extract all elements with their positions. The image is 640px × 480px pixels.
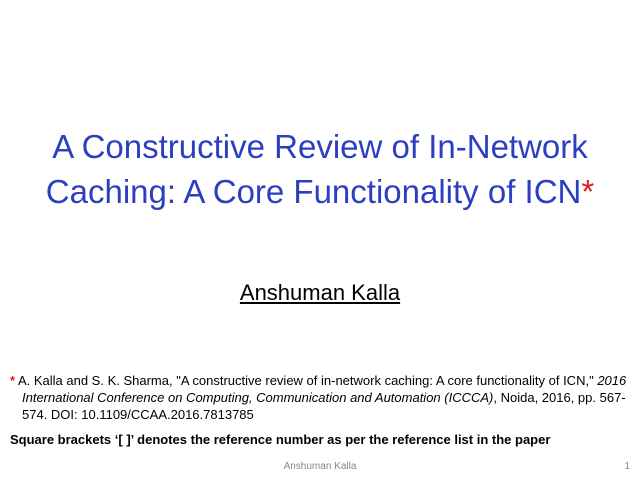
title-asterisk: * [581, 173, 595, 210]
author-name: Anshuman Kalla [239, 280, 401, 305]
citation-asterisk: * [10, 373, 16, 388]
citation-details: , Noida, 2016, pp. 567-574. DOI: 10.1109/CCAA.2016.7813785 [22, 390, 626, 422]
title-line-2-text: Caching: A Core Functionality of ICN [45, 173, 582, 210]
title-line-2 [20, 169, 620, 214]
page-number: 1 [624, 461, 630, 472]
slide-title [20, 124, 620, 214]
citation-authors-title: A. Kalla and S. K. Sharma, "A constructive review of in-network caching: A core functionality of ICN," [17, 373, 594, 388]
footer-author: Anshuman Kalla [283, 461, 357, 472]
reference-note: Square brackets ‘[ ]’ denotes the reference number as per the reference list in the paper [10, 432, 551, 447]
citation-footnote [10, 372, 637, 423]
citation-venue: 2016 International Conference on Computing, Communication and Automation (ICCCA) [22, 373, 627, 405]
title-line-1: A Constructive Review of In-Network [52, 128, 588, 165]
